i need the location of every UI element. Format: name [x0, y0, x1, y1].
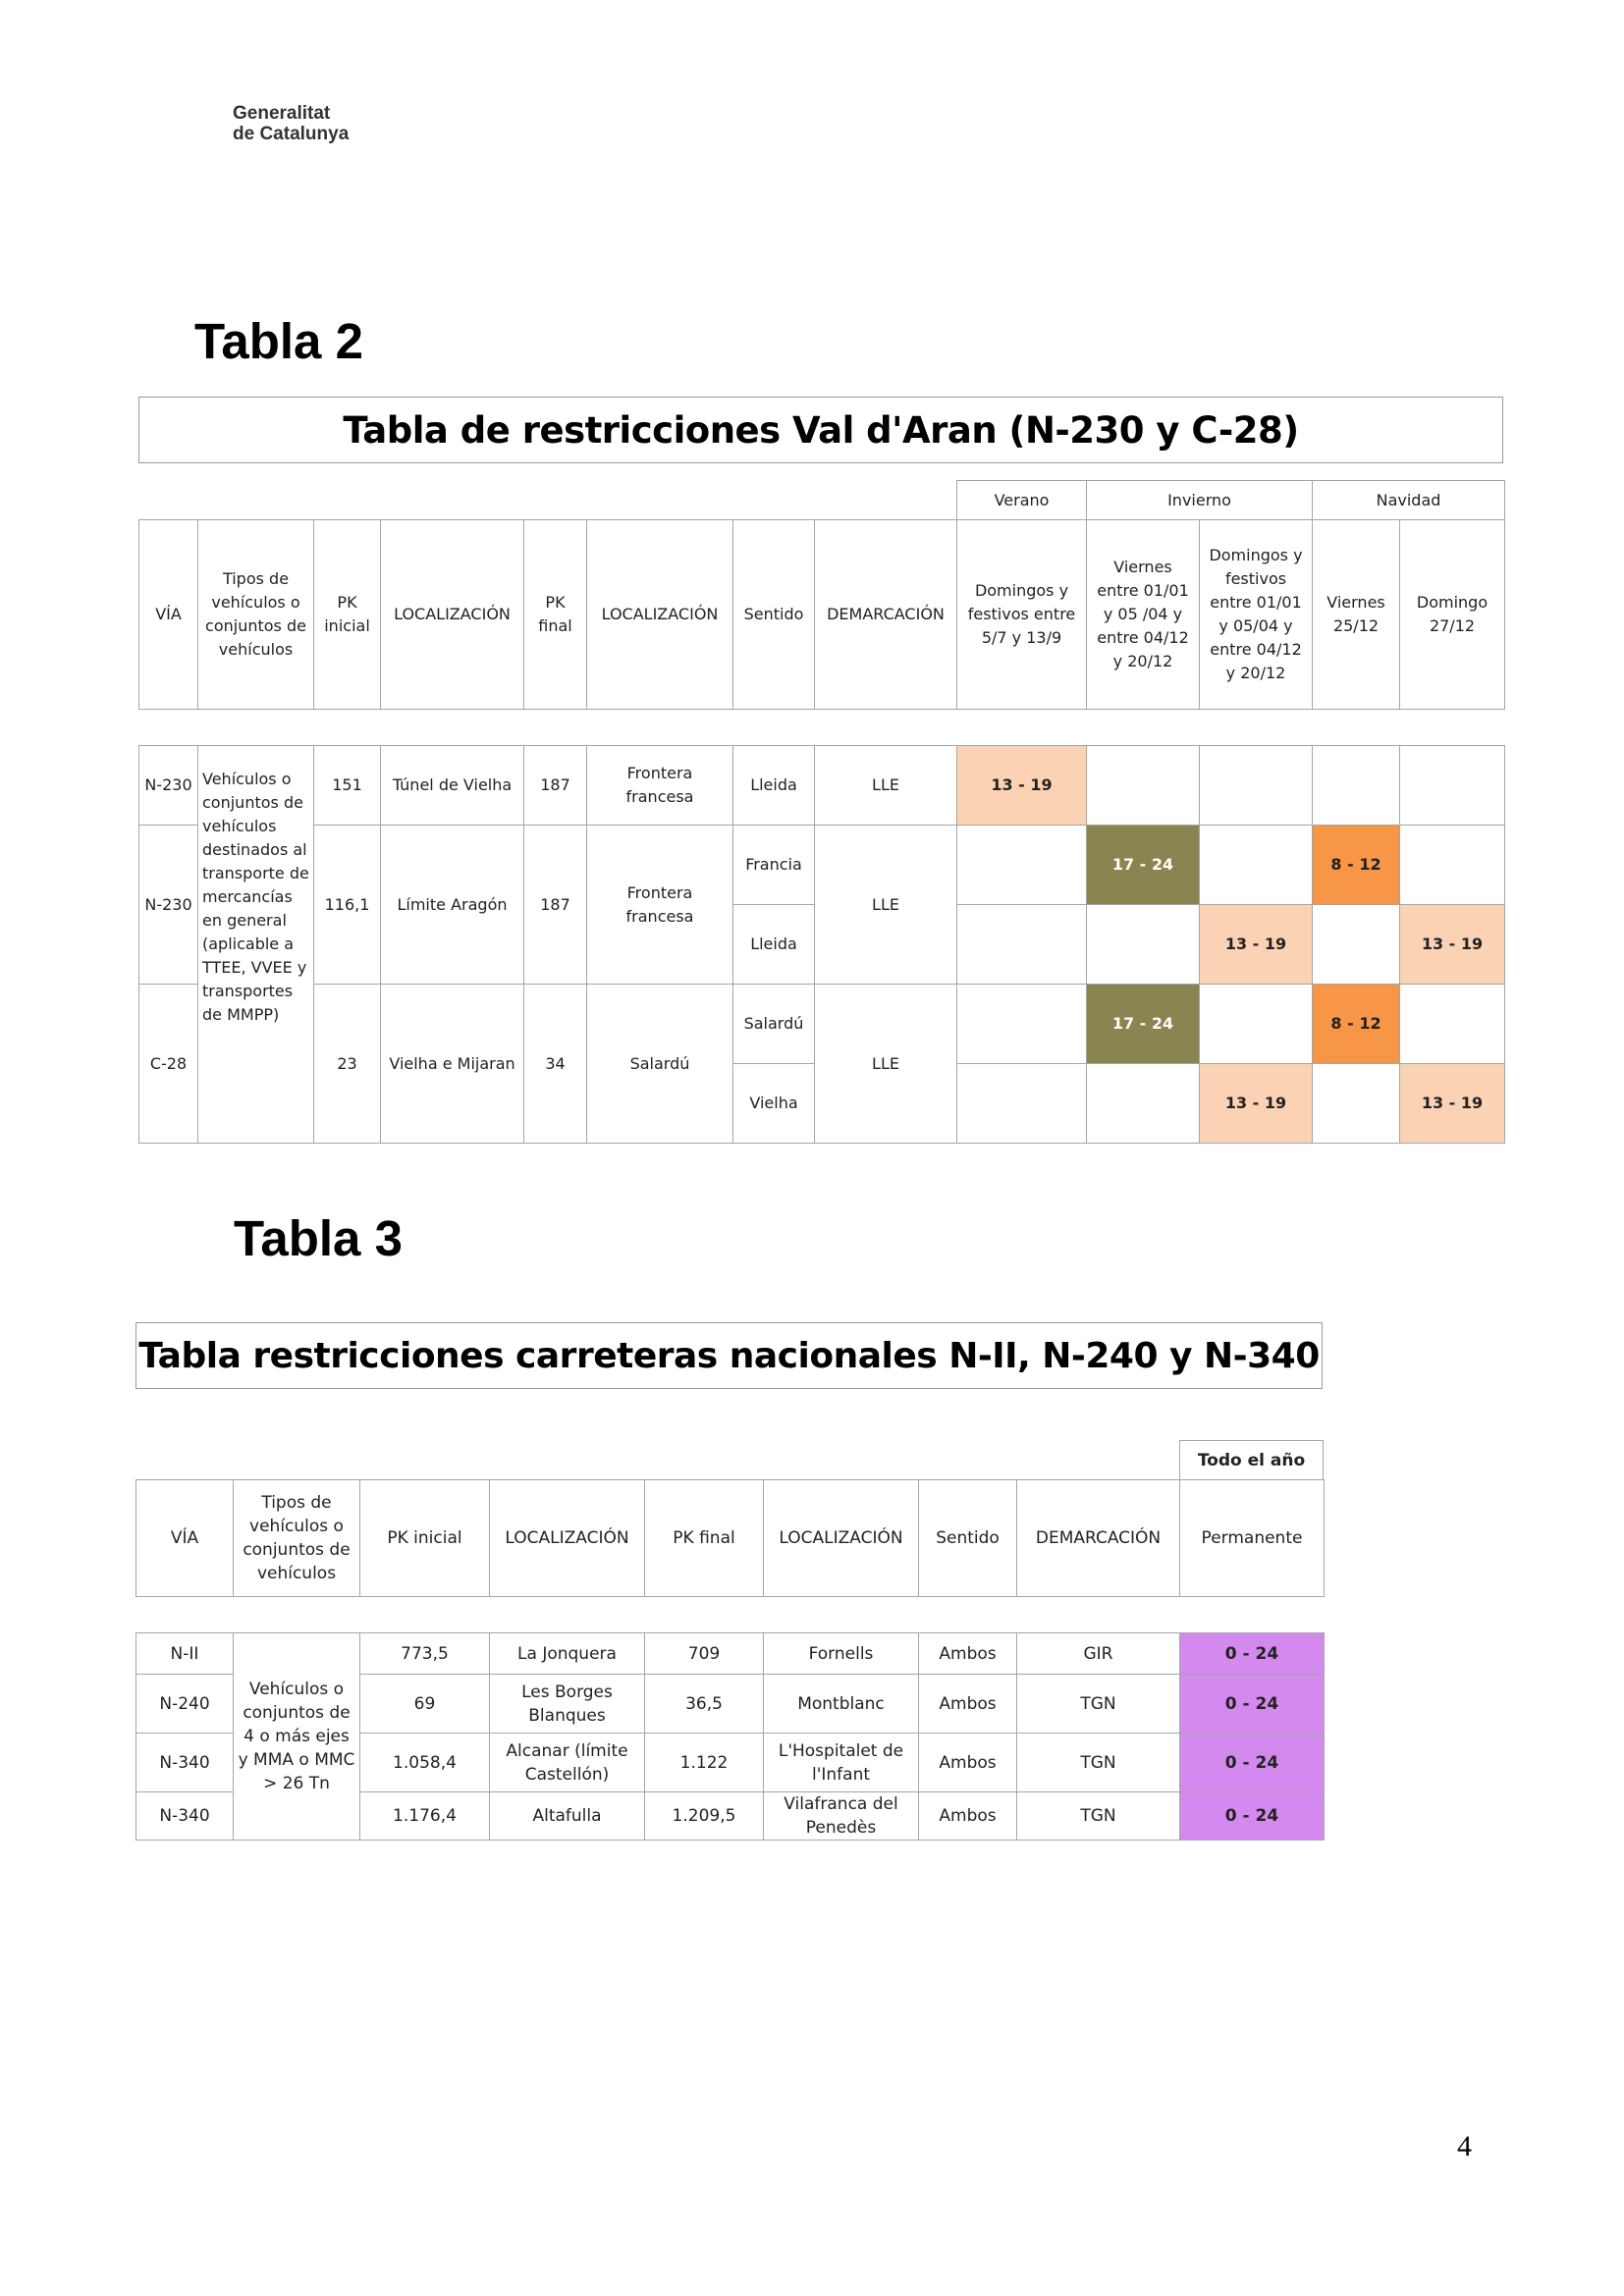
sentido-cell: Vielha	[733, 1064, 815, 1144]
verano-cell	[957, 1064, 1087, 1144]
navidad-viernes-cell: 8 - 12	[1313, 985, 1400, 1064]
pk-final-cell: 1.209,5	[645, 1792, 764, 1841]
invierno-domingos-cell	[1200, 746, 1313, 826]
sentido-cell: Francia	[733, 826, 815, 905]
pk-final-cell: 1.122	[645, 1734, 764, 1792]
col-localizacion-inicial: LOCALIZACIÓN	[490, 1480, 645, 1597]
navidad-viernes-cell: 8 - 12	[1313, 826, 1400, 905]
via-cell: N-340	[136, 1792, 234, 1841]
invierno-domingos-cell: 13 - 19	[1200, 905, 1313, 985]
col-navidad-domingo: Domingo 27/12	[1400, 520, 1505, 710]
pk-final-cell: 36,5	[645, 1675, 764, 1734]
col-pk-inicial: PK inicial	[360, 1480, 490, 1597]
localizacion-inicial-cell: Límite Aragón	[381, 826, 524, 985]
via-cell: N-240	[136, 1675, 234, 1734]
pk-final-cell: 187	[524, 826, 587, 985]
tabla2-body	[138, 745, 1505, 1144]
sentido-cell: Salardú	[733, 985, 815, 1064]
navidad-viernes-cell	[1313, 905, 1400, 985]
localizacion-final-cell: Montblanc	[764, 1675, 919, 1734]
invierno-domingos-cell	[1200, 826, 1313, 905]
table-row	[136, 1633, 1325, 1675]
invierno-domingos-cell: 13 - 19	[1200, 1064, 1313, 1144]
tabla2-title: Tabla de restricciones Val d'Aran (N-230 y C-28)	[138, 397, 1503, 463]
group-todo-el-ano: Todo el año	[1180, 1441, 1324, 1480]
navidad-domingo-cell: 13 - 19	[1400, 905, 1505, 985]
tabla2-group-header	[956, 480, 1505, 520]
via-cell: N-II	[136, 1633, 234, 1675]
sentido-cell: Lleida	[733, 746, 815, 826]
invierno-viernes-cell: 17 - 24	[1087, 985, 1200, 1064]
localizacion-final-cell: Salardú	[587, 985, 733, 1144]
localizacion-final-cell: Frontera francesa	[587, 826, 733, 985]
navidad-domingo-cell	[1400, 826, 1505, 905]
tipos-vehiculo-cell: Vehículos o conjuntos de vehículos destinados al transporte de mercancías en general (aplicable a TTEE, VVEE y transportes de MMPP)	[198, 746, 314, 1144]
permanente-cell: 0 - 24	[1180, 1792, 1325, 1841]
verano-cell	[957, 826, 1087, 905]
tabla3-body	[135, 1632, 1325, 1841]
col-demarcacion: DEMARCACIÓN	[815, 520, 957, 710]
col-via: VÍA	[139, 520, 198, 710]
demarcacion-cell: LLE	[815, 826, 957, 985]
pk-inicial-cell: 151	[314, 746, 381, 826]
localizacion-inicial-cell: Túnel de Vielha	[381, 746, 524, 826]
localizacion-final-cell: L'Hospitalet de l'Infant	[764, 1734, 919, 1792]
localizacion-inicial-cell: La Jonquera	[490, 1633, 645, 1675]
verano-cell: 13 - 19	[957, 746, 1087, 826]
localizacion-inicial-cell: Les Borges Blanques	[490, 1675, 645, 1734]
col-demarcacion: DEMARCACIÓN	[1017, 1480, 1180, 1597]
sentido-cell: Ambos	[919, 1734, 1017, 1792]
tabla2-column-header	[138, 519, 1505, 710]
tabla3-group-header	[1179, 1440, 1324, 1480]
localizacion-final-cell: Fornells	[764, 1633, 919, 1675]
pk-inicial-cell: 23	[314, 985, 381, 1144]
permanente-cell: 0 - 24	[1180, 1734, 1325, 1792]
permanente-cell: 0 - 24	[1180, 1675, 1325, 1734]
col-tipos: Tipos de vehículos o conjuntos de vehículos	[234, 1480, 360, 1597]
localizacion-inicial-cell: Alcanar (límite Castellón)	[490, 1734, 645, 1792]
page-number: 4	[1457, 2130, 1472, 2163]
table-row	[139, 826, 1505, 905]
logo-line-2: de Catalunya	[233, 124, 350, 144]
via-cell: N-340	[136, 1734, 234, 1792]
logo-line-1: Generalitat	[233, 103, 331, 124]
pk-inicial-cell: 69	[360, 1675, 490, 1734]
demarcacion-cell: TGN	[1017, 1792, 1180, 1841]
navidad-viernes-cell	[1313, 746, 1400, 826]
demarcacion-cell: TGN	[1017, 1675, 1180, 1734]
pk-inicial-cell: 116,1	[314, 826, 381, 985]
col-pk-final: PK final	[524, 520, 587, 710]
pk-inicial-cell: 1.176,4	[360, 1792, 490, 1841]
col-sentido: Sentido	[919, 1480, 1017, 1597]
navidad-domingo-cell	[1400, 985, 1505, 1064]
verano-cell	[957, 985, 1087, 1064]
via-cell: N-230	[139, 746, 198, 826]
demarcacion-cell: LLE	[815, 985, 957, 1144]
group-invierno: Invierno	[1087, 481, 1313, 520]
tabla3-title: Tabla restricciones carreteras nacionales N-II, N-240 y N-340	[135, 1322, 1323, 1389]
col-localizacion-final: LOCALIZACIÓN	[764, 1480, 919, 1597]
col-verano-domingos: Domingos y festivos entre 5/7 y 13/9	[957, 520, 1087, 710]
tipos-vehiculo-cell: Vehículos o conjuntos de 4 o más ejes y MMA o MMC > 26 Tn	[234, 1633, 360, 1841]
col-permanente: Permanente	[1180, 1480, 1325, 1597]
table-row	[139, 746, 1505, 826]
demarcacion-cell: LLE	[815, 746, 957, 826]
verano-cell	[957, 905, 1087, 985]
table-row	[139, 985, 1505, 1064]
col-sentido: Sentido	[733, 520, 815, 710]
group-verano: Verano	[957, 481, 1087, 520]
col-navidad-viernes: Viernes 25/12	[1313, 520, 1400, 710]
via-cell: C-28	[139, 985, 198, 1144]
invierno-viernes-cell	[1087, 1064, 1200, 1144]
navidad-domingo-cell: 13 - 19	[1400, 1064, 1505, 1144]
localizacion-final-cell: Frontera francesa	[587, 746, 733, 826]
navidad-viernes-cell	[1313, 1064, 1400, 1144]
col-pk-inicial: PK inicial	[314, 520, 381, 710]
col-invierno-viernes: Viernes entre 01/01 y 05 /04 y entre 04/12 y 20/12	[1087, 520, 1200, 710]
sentido-cell: Ambos	[919, 1675, 1017, 1734]
demarcacion-cell: TGN	[1017, 1734, 1180, 1792]
tabla2-heading: Tabla 2	[194, 313, 363, 369]
permanente-cell: 0 - 24	[1180, 1633, 1325, 1675]
pk-final-cell: 709	[645, 1633, 764, 1675]
pk-final-cell: 34	[524, 985, 587, 1144]
localizacion-inicial-cell: Vielha e Mijaran	[381, 985, 524, 1144]
localizacion-inicial-cell: Altafulla	[490, 1792, 645, 1841]
col-invierno-domingos: Domingos y festivos entre 01/01 y 05/04 y entre 04/12 y 20/12	[1200, 520, 1313, 710]
via-cell: N-230	[139, 826, 198, 985]
col-localizacion-inicial: LOCALIZACIÓN	[381, 520, 524, 710]
localizacion-final-cell: Vilafranca del Penedès	[764, 1792, 919, 1841]
demarcacion-cell: GIR	[1017, 1633, 1180, 1675]
invierno-domingos-cell	[1200, 985, 1313, 1064]
pk-inicial-cell: 1.058,4	[360, 1734, 490, 1792]
invierno-viernes-cell: 17 - 24	[1087, 826, 1200, 905]
tabla3-column-header	[135, 1479, 1325, 1597]
col-pk-final: PK final	[645, 1480, 764, 1597]
navidad-domingo-cell	[1400, 746, 1505, 826]
sentido-cell: Ambos	[919, 1792, 1017, 1841]
invierno-viernes-cell	[1087, 905, 1200, 985]
tabla3-heading: Tabla 3	[234, 1210, 403, 1266]
col-tipos: Tipos de vehículos o conjuntos de vehículos	[198, 520, 314, 710]
sentido-cell: Ambos	[919, 1633, 1017, 1675]
col-localizacion-final: LOCALIZACIÓN	[587, 520, 733, 710]
pk-final-cell: 187	[524, 746, 587, 826]
invierno-viernes-cell	[1087, 746, 1200, 826]
col-via: VÍA	[136, 1480, 234, 1597]
generalitat-logo-text	[233, 103, 349, 144]
pk-inicial-cell: 773,5	[360, 1633, 490, 1675]
group-navidad: Navidad	[1313, 481, 1505, 520]
sentido-cell: Lleida	[733, 905, 815, 985]
